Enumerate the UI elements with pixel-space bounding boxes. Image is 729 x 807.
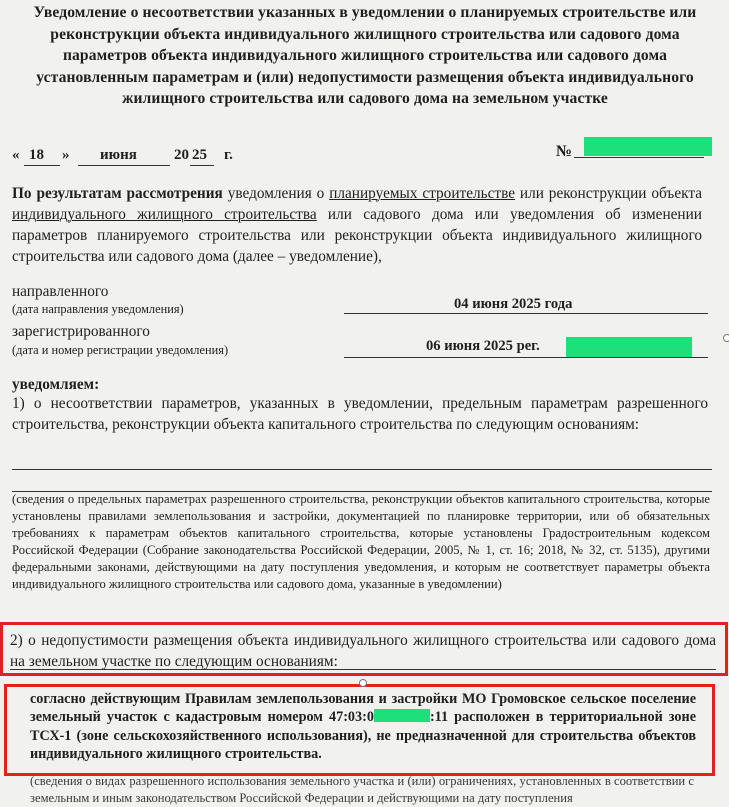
number-label: № bbox=[556, 143, 573, 160]
sent-value: 04 июня 2025 года bbox=[454, 296, 573, 312]
redaction-number bbox=[584, 137, 712, 156]
selection-handle-right[interactable] bbox=[723, 334, 729, 342]
date-year-prefix: 20 bbox=[174, 147, 189, 163]
intro-paragraph: По результатам рассмотрения уведомления о планируемых строительстве или реконструкции объекта индивидуального жилищного строительства или садового дома или уведомления об изменении параметров планируемого строительства или реконструкции объекта индивидуального жилищного строительства или садового дома (далее – уведомление), bbox=[12, 185, 702, 265]
date-year-word: г. bbox=[224, 147, 233, 163]
basis-text: согласно действующим Правилам землепользования и застройки МО Громовское сельское поселение земельный участок с кадастровым номером 47:03:0 :11 расположен в территориальной зоне ТСХ-1 (зоне сельскохозяйственного использования), не предназначенной для строительства объектов индивидуального жилищного строительства. bbox=[30, 691, 696, 762]
date-open-quote: « bbox=[12, 147, 20, 163]
selection-handle-top[interactable] bbox=[359, 679, 367, 687]
date-close-quote: » bbox=[62, 147, 70, 163]
date-year-suffix: 25 bbox=[192, 147, 207, 163]
notify-heading: уведомляем: bbox=[12, 376, 100, 393]
sent-label: направленного bbox=[12, 283, 109, 300]
intro-lead: По результатам рассмотрения bbox=[12, 185, 223, 202]
redaction-registration bbox=[566, 337, 692, 357]
registered-hint: (дата и номер регистрации уведомления) bbox=[12, 343, 229, 357]
bottom-note: (сведения о видах разрешенного использования земельного участка и (или) ограничениях, установленных в соответствии с земельным и иным законодательством Российской Федерации и действующими на дату поступления bbox=[30, 774, 694, 805]
registered-value: 06 июня 2025 рег. bbox=[426, 338, 540, 354]
redaction-cadastral bbox=[374, 709, 430, 722]
sent-hint: (дата направления уведомления) bbox=[12, 302, 184, 316]
document-title: Уведомление о несоответствии указанных в уведомлении о планируемых строительстве или реконструкции объекта индивидуального жилищного строительства или садового дома параметров объекта индивидуального жилищного строительства или садового дома установленным параметрам и (или) недопустимости размещения объекта индивидуального жилищного строительства или садового дома на земельном участке bbox=[33, 4, 697, 107]
registered-label: зарегистрированного bbox=[12, 323, 150, 340]
item-1-paragraph: 1) о несоответствии параметров, указанных в уведомлении, предельным параметрам разрешенного строительства, реконструкции объекта капитального строительства по следующим основаниям: bbox=[12, 395, 708, 433]
item-2-paragraph: 2) о недопустимости размещения объекта индивидуального жилищного строительства или садового дома на земельном участке по следующим основаниям: bbox=[10, 632, 716, 670]
date-month: июня bbox=[100, 147, 137, 163]
date-day: 18 bbox=[29, 147, 44, 163]
item-1-note: (сведения о предельных параметрах разрешенного строительства, реконструкции объектов капитального строительства, которые установлены правилами землепользования и застройки, документацией по планировке территории, или об обязательных требованиях к параметрам объектов капитального строительства, которые установлены Градостроительным кодексом Российской Федерации (Собрание законодательства Российской Федерации, 2005, № 1, ст. 16; 2018, № 32, ст. 5135), другими федеральными законами, действующими на дату поступления уведомления, и которым не соответствует параметры объекта индивидуального жилищного строительства или садового дома, указанные в уведомлении) bbox=[12, 492, 710, 591]
